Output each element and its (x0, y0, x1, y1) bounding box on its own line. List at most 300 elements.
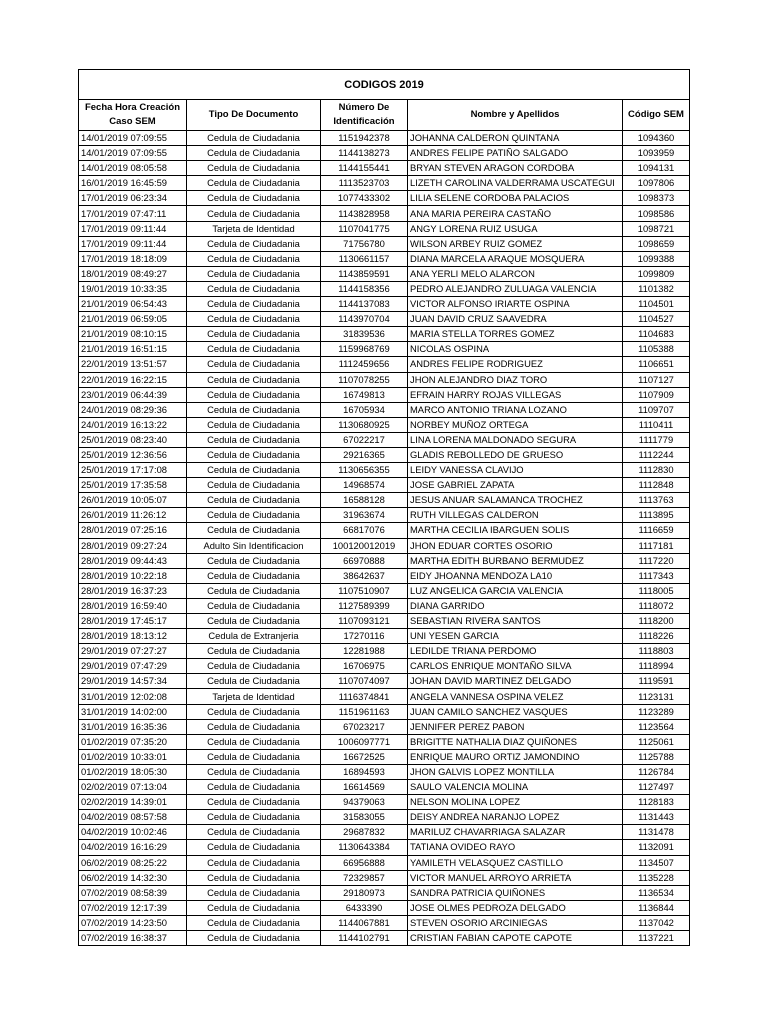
nombre-cell: JUAN CAMILO SANCHEZ VASQUES (408, 704, 623, 719)
nombre-cell: PEDRO ALEJANDRO ZULUAGA VALENCIA (408, 281, 623, 296)
table-row (79, 764, 690, 779)
tipo-documento-cell: Cedula de Ciudadania (187, 493, 321, 508)
nombre-cell: ENRIQUE MAURO ORTIZ JAMONDINO (408, 749, 623, 764)
nombre-cell: STEVEN OSORIO ARCINIEGAS (408, 915, 623, 930)
nombre-cell: BRYAN STEVEN ARAGON CORDOBA (408, 161, 623, 176)
codigo-sem-cell: 1094360 (623, 131, 690, 146)
tipo-documento-cell: Cedula de Ciudadania (187, 704, 321, 719)
tipo-documento-cell: Cedula de Ciudadania (187, 749, 321, 764)
nombre-cell: LIZETH CAROLINA VALDERRAMA USCATEGUI (408, 176, 623, 191)
tipo-documento-cell: Cedula de Ciudadania (187, 312, 321, 327)
tipo-documento-cell: Cedula de Ciudadania (187, 568, 321, 583)
table-row (79, 508, 690, 523)
fecha-cell: 17/01/2019 09:11:44 (79, 236, 187, 251)
table-row (79, 553, 690, 568)
table-row (79, 281, 690, 296)
tipo-documento-cell: Cedula de Ciudadania (187, 478, 321, 493)
codigo-sem-cell: 1112848 (623, 478, 690, 493)
fecha-cell: 29/01/2019 14:57:34 (79, 674, 187, 689)
codigos-table (78, 69, 690, 946)
tipo-documento-cell: Cedula de Ciudadania (187, 508, 321, 523)
tipo-documento-cell: Cedula de Ciudadania (187, 764, 321, 779)
fecha-cell: 14/01/2019 07:09:55 (79, 131, 187, 146)
tipo-documento-cell: Cedula de Ciudadania (187, 810, 321, 825)
tipo-documento-cell: Cedula de Ciudadania (187, 870, 321, 885)
tipo-documento-cell: Cedula de Ciudadania (187, 387, 321, 402)
tipo-documento-cell: Cedula de Ciudadania (187, 281, 321, 296)
tipo-documento-cell: Cedula de Ciudadania (187, 885, 321, 900)
numero-identificacion-cell: 29687832 (321, 825, 408, 840)
tipo-documento-cell: Cedula de Extranjeria (187, 629, 321, 644)
tipo-documento-cell: Cedula de Ciudadania (187, 614, 321, 629)
numero-identificacion-cell: 1107041775 (321, 221, 408, 236)
fecha-cell: 07/02/2019 12:17:39 (79, 900, 187, 915)
tipo-documento-cell: Cedula de Ciudadania (187, 463, 321, 478)
codigo-sem-cell: 1135228 (623, 870, 690, 885)
table-row (79, 810, 690, 825)
numero-identificacion-cell: 31963674 (321, 508, 408, 523)
table-row (79, 870, 690, 885)
codigo-sem-cell: 1126784 (623, 764, 690, 779)
fecha-cell: 28/01/2019 10:22:18 (79, 568, 187, 583)
tipo-documento-cell: Cedula de Ciudadania (187, 598, 321, 613)
tipo-documento-cell: Cedula de Ciudadania (187, 206, 321, 221)
table-row (79, 795, 690, 810)
header-nombre: Nombre y Apellidos (408, 100, 623, 131)
nombre-cell: JENNIFER PEREZ PABON (408, 719, 623, 734)
table-title: CODIGOS 2019 (79, 70, 690, 100)
numero-identificacion-cell: 100120012019 (321, 538, 408, 553)
nombre-cell: ANDRES FELIPE PATIÑO SALGADO (408, 146, 623, 161)
table-row (79, 447, 690, 462)
tipo-documento-cell: Cedula de Ciudadania (187, 236, 321, 251)
title-row (79, 70, 690, 100)
numero-identificacion-cell: 67023217 (321, 719, 408, 734)
numero-identificacion-cell: 16672525 (321, 749, 408, 764)
tipo-documento-cell: Cedula de Ciudadania (187, 930, 321, 945)
nombre-cell: LEDILDE TRIANA PERDOMO (408, 644, 623, 659)
table-row (79, 191, 690, 206)
fecha-cell: 21/01/2019 06:59:05 (79, 312, 187, 327)
table-row (79, 885, 690, 900)
tipo-documento-cell: Cedula de Ciudadania (187, 297, 321, 312)
fecha-cell: 26/01/2019 11:26:12 (79, 508, 187, 523)
numero-identificacion-cell: 1107510907 (321, 583, 408, 598)
nombre-cell: JOSE GABRIEL ZAPATA (408, 478, 623, 493)
numero-identificacion-cell: 1127589399 (321, 598, 408, 613)
nombre-cell: JESUS ANUAR SALAMANCA TROCHEZ (408, 493, 623, 508)
fecha-cell: 28/01/2019 18:13:12 (79, 629, 187, 644)
table-row (79, 915, 690, 930)
numero-identificacion-cell: 16749813 (321, 387, 408, 402)
numero-identificacion-cell: 71756780 (321, 236, 408, 251)
nombre-cell: MARCO ANTONIO TRIANA LOZANO (408, 402, 623, 417)
nombre-cell: BRIGITTE NATHALIA DIAZ QUIÑONES (408, 734, 623, 749)
numero-identificacion-cell: 1151942378 (321, 131, 408, 146)
numero-identificacion-cell: 1113523703 (321, 176, 408, 191)
table-row (79, 825, 690, 840)
table-row (79, 236, 690, 251)
nombre-cell: NORBEY MUÑOZ ORTEGA (408, 417, 623, 432)
nombre-cell: LUZ ANGELICA GARCIA VALENCIA (408, 583, 623, 598)
table-row (79, 432, 690, 447)
tipo-documento-cell: Cedula de Ciudadania (187, 342, 321, 357)
fecha-cell: 28/01/2019 17:45:17 (79, 614, 187, 629)
nombre-cell: ANGY LORENA RUIZ USUGA (408, 221, 623, 236)
numero-identificacion-cell: 1130643384 (321, 840, 408, 855)
table-row (79, 357, 690, 372)
tipo-documento-cell: Cedula de Ciudadania (187, 131, 321, 146)
header-codigo-sem: Código SEM (623, 100, 690, 131)
fecha-cell: 01/02/2019 07:35:20 (79, 734, 187, 749)
table-row (79, 719, 690, 734)
fecha-cell: 25/01/2019 17:35:58 (79, 478, 187, 493)
nombre-cell: DIANA MARCELA ARAQUE MOSQUERA (408, 251, 623, 266)
fecha-cell: 06/02/2019 14:32:30 (79, 870, 187, 885)
numero-identificacion-cell: 1143828958 (321, 206, 408, 221)
nombre-cell: JHON ALEJANDRO DIAZ TORO (408, 372, 623, 387)
fecha-cell: 28/01/2019 09:27:24 (79, 538, 187, 553)
numero-identificacion-cell: 14968574 (321, 478, 408, 493)
fecha-cell: 22/01/2019 16:22:15 (79, 372, 187, 387)
tipo-documento-cell: Cedula de Ciudadania (187, 523, 321, 538)
numero-identificacion-cell: 1107093121 (321, 614, 408, 629)
table-row (79, 463, 690, 478)
fecha-cell: 24/01/2019 08:29:36 (79, 402, 187, 417)
fecha-cell: 17/01/2019 07:47:11 (79, 206, 187, 221)
table-row (79, 568, 690, 583)
numero-identificacion-cell: 1006097771 (321, 734, 408, 749)
table-row (79, 478, 690, 493)
numero-identificacion-cell: 94379063 (321, 795, 408, 810)
numero-identificacion-cell: 31839536 (321, 327, 408, 342)
table-row (79, 930, 690, 945)
numero-identificacion-cell: 1112459656 (321, 357, 408, 372)
tipo-documento-cell: Cedula de Ciudadania (187, 780, 321, 795)
codigo-sem-cell: 1136534 (623, 885, 690, 900)
numero-identificacion-cell: 1144137083 (321, 297, 408, 312)
codigo-sem-cell: 1127497 (623, 780, 690, 795)
tipo-documento-cell: Cedula de Ciudadania (187, 447, 321, 462)
fecha-cell: 22/01/2019 13:51:57 (79, 357, 187, 372)
fecha-cell: 26/01/2019 10:05:07 (79, 493, 187, 508)
numero-identificacion-cell: 1130656355 (321, 463, 408, 478)
numero-identificacion-cell: 1144102791 (321, 930, 408, 945)
table-row (79, 674, 690, 689)
codigo-sem-cell: 1137221 (623, 930, 690, 945)
numero-identificacion-cell: 1107074097 (321, 674, 408, 689)
tipo-documento-cell: Cedula de Ciudadania (187, 191, 321, 206)
nombre-cell: ANDRES FELIPE RODRIGUEZ (408, 357, 623, 372)
table-row (79, 372, 690, 387)
numero-identificacion-cell: 1151961163 (321, 704, 408, 719)
tipo-documento-cell: Cedula de Ciudadania (187, 900, 321, 915)
nombre-cell: CARLOS ENRIQUE MONTAÑO SILVA (408, 659, 623, 674)
codigo-sem-cell: 1118200 (623, 614, 690, 629)
fecha-cell: 28/01/2019 09:44:43 (79, 553, 187, 568)
table-row (79, 312, 690, 327)
codigo-sem-cell: 1112830 (623, 463, 690, 478)
table-row (79, 583, 690, 598)
numero-identificacion-cell: 1143970704 (321, 312, 408, 327)
fecha-cell: 02/02/2019 14:39:01 (79, 795, 187, 810)
codigo-sem-cell: 1105388 (623, 342, 690, 357)
table-row (79, 206, 690, 221)
numero-identificacion-cell: 1130680925 (321, 417, 408, 432)
table-row (79, 251, 690, 266)
table-row (79, 614, 690, 629)
codigo-sem-cell: 1099388 (623, 251, 690, 266)
table-row (79, 342, 690, 357)
fecha-cell: 29/01/2019 07:27:27 (79, 644, 187, 659)
header-numero-identificacion: Número De Identificación (321, 100, 408, 131)
nombre-cell: LINA LORENA MALDONADO SEGURA (408, 432, 623, 447)
header-fecha: Fecha Hora Creación Caso SEM (79, 100, 187, 131)
table-row (79, 644, 690, 659)
tipo-documento-cell: Adulto Sin Identificacion (187, 538, 321, 553)
codigo-sem-cell: 1110411 (623, 417, 690, 432)
table-body (79, 131, 690, 946)
nombre-cell: TATIANA OVIDEO RAYO (408, 840, 623, 855)
codigo-sem-cell: 1117343 (623, 568, 690, 583)
table-row (79, 402, 690, 417)
tipo-documento-cell: Cedula de Ciudadania (187, 176, 321, 191)
codigo-sem-cell: 1131478 (623, 825, 690, 840)
table-row (79, 523, 690, 538)
fecha-cell: 24/01/2019 16:13:22 (79, 417, 187, 432)
nombre-cell: SANDRA PATRICIA QUIÑONES (408, 885, 623, 900)
fecha-cell: 01/02/2019 18:05:30 (79, 764, 187, 779)
table-row (79, 161, 690, 176)
header-row (79, 100, 690, 131)
codigo-sem-cell: 1134507 (623, 855, 690, 870)
fecha-cell: 16/01/2019 16:45:59 (79, 176, 187, 191)
fecha-cell: 29/01/2019 07:47:29 (79, 659, 187, 674)
numero-identificacion-cell: 1077433302 (321, 191, 408, 206)
table-row (79, 704, 690, 719)
codigo-sem-cell: 1118803 (623, 644, 690, 659)
fecha-cell: 14/01/2019 08:05:58 (79, 161, 187, 176)
fecha-cell: 21/01/2019 16:51:15 (79, 342, 187, 357)
table-row (79, 734, 690, 749)
table-row (79, 387, 690, 402)
fecha-cell: 31/01/2019 16:35:36 (79, 719, 187, 734)
table-row (79, 749, 690, 764)
tipo-documento-cell: Cedula de Ciudadania (187, 251, 321, 266)
codigo-sem-cell: 1118226 (623, 629, 690, 644)
codigo-sem-cell: 1097806 (623, 176, 690, 191)
fecha-cell: 21/01/2019 08:10:15 (79, 327, 187, 342)
nombre-cell: MARTHA EDITH BURBANO BERMUDEZ (408, 553, 623, 568)
tipo-documento-cell: Cedula de Ciudadania (187, 266, 321, 281)
codigo-sem-cell: 1104527 (623, 312, 690, 327)
nombre-cell: ANA YERLI MELO ALARCON (408, 266, 623, 281)
numero-identificacion-cell: 6433390 (321, 900, 408, 915)
codigo-sem-cell: 1098721 (623, 221, 690, 236)
header-tipo-documento: Tipo De Documento (187, 100, 321, 131)
nombre-cell: WILSON ARBEY RUIZ GOMEZ (408, 236, 623, 251)
codigo-sem-cell: 1123289 (623, 704, 690, 719)
nombre-cell: LILIA SELENE CORDOBA PALACIOS (408, 191, 623, 206)
nombre-cell: ANA MARIA PEREIRA CASTAÑO (408, 206, 623, 221)
table-row (79, 629, 690, 644)
codigo-sem-cell: 1118072 (623, 598, 690, 613)
codigo-sem-cell: 1094131 (623, 161, 690, 176)
nombre-cell: LEIDY VANESSA CLAVIJO (408, 463, 623, 478)
table-row (79, 689, 690, 704)
nombre-cell: JOHAN DAVID MARTINEZ DELGADO (408, 674, 623, 689)
codigo-sem-cell: 1104683 (623, 327, 690, 342)
fecha-cell: 28/01/2019 16:37:23 (79, 583, 187, 598)
codigo-sem-cell: 1113763 (623, 493, 690, 508)
tipo-documento-cell: Cedula de Ciudadania (187, 719, 321, 734)
tipo-documento-cell: Cedula de Ciudadania (187, 553, 321, 568)
numero-identificacion-cell: 1144158356 (321, 281, 408, 296)
tipo-documento-cell: Cedula de Ciudadania (187, 825, 321, 840)
codigo-sem-cell: 1107909 (623, 387, 690, 402)
tipo-documento-cell: Cedula de Ciudadania (187, 146, 321, 161)
table-row (79, 659, 690, 674)
nombre-cell: MARIA STELLA TORRES GOMEZ (408, 327, 623, 342)
numero-identificacion-cell: 1159968769 (321, 342, 408, 357)
numero-identificacion-cell: 16614569 (321, 780, 408, 795)
codigo-sem-cell: 1098373 (623, 191, 690, 206)
numero-identificacion-cell: 1144155441 (321, 161, 408, 176)
numero-identificacion-cell: 1130661157 (321, 251, 408, 266)
numero-identificacion-cell: 1143859591 (321, 266, 408, 281)
fecha-cell: 19/01/2019 10:33:35 (79, 281, 187, 296)
fecha-cell: 28/01/2019 16:59:40 (79, 598, 187, 613)
tipo-documento-cell: Cedula de Ciudadania (187, 357, 321, 372)
table-row (79, 780, 690, 795)
nombre-cell: CRISTIAN FABIAN CAPOTE CAPOTE (408, 930, 623, 945)
nombre-cell: GLADIS REBOLLEDO DE GRUESO (408, 447, 623, 462)
numero-identificacion-cell: 16706975 (321, 659, 408, 674)
tipo-documento-cell: Cedula de Ciudadania (187, 417, 321, 432)
codigo-sem-cell: 1125788 (623, 749, 690, 764)
table-row (79, 266, 690, 281)
tipo-documento-cell: Cedula de Ciudadania (187, 161, 321, 176)
tipo-documento-cell: Cedula de Ciudadania (187, 583, 321, 598)
codigo-sem-cell: 1093959 (623, 146, 690, 161)
codigo-sem-cell: 1117181 (623, 538, 690, 553)
numero-identificacion-cell: 12281988 (321, 644, 408, 659)
codigo-sem-cell: 1118005 (623, 583, 690, 598)
tipo-documento-cell: Cedula de Ciudadania (187, 372, 321, 387)
tipo-documento-cell: Cedula de Ciudadania (187, 915, 321, 930)
nombre-cell: DIANA GARRIDO (408, 598, 623, 613)
fecha-cell: 07/02/2019 16:38:37 (79, 930, 187, 945)
fecha-cell: 25/01/2019 12:36:56 (79, 447, 187, 462)
nombre-cell: JUAN DAVID CRUZ SAAVEDRA (408, 312, 623, 327)
codigo-sem-cell: 1104501 (623, 297, 690, 312)
fecha-cell: 28/01/2019 07:25:16 (79, 523, 187, 538)
fecha-cell: 23/01/2019 06:44:39 (79, 387, 187, 402)
codigo-sem-cell: 1116659 (623, 523, 690, 538)
nombre-cell: EFRAIN HARRY ROJAS VILLEGAS (408, 387, 623, 402)
numero-identificacion-cell: 16894593 (321, 764, 408, 779)
numero-identificacion-cell: 16588128 (321, 493, 408, 508)
numero-identificacion-cell: 31583055 (321, 810, 408, 825)
nombre-cell: MARTHA CECILIA IBARGUEN SOLIS (408, 523, 623, 538)
nombre-cell: EIDY JHOANNA MENDOZA LA10 (408, 568, 623, 583)
tipo-documento-cell: Cedula de Ciudadania (187, 327, 321, 342)
tipo-documento-cell: Cedula de Ciudadania (187, 432, 321, 447)
nombre-cell: ANGELA VANNESA OSPINA VELEZ (408, 689, 623, 704)
codigo-sem-cell: 1117220 (623, 553, 690, 568)
codigo-sem-cell: 1111779 (623, 432, 690, 447)
codigo-sem-cell: 1112244 (623, 447, 690, 462)
codigo-sem-cell: 1137042 (623, 915, 690, 930)
table-row (79, 146, 690, 161)
numero-identificacion-cell: 1144067881 (321, 915, 408, 930)
fecha-cell: 31/01/2019 14:02:00 (79, 704, 187, 719)
table-row (79, 855, 690, 870)
codigo-sem-cell: 1101382 (623, 281, 690, 296)
fecha-cell: 02/02/2019 07:13:04 (79, 780, 187, 795)
tipo-documento-cell: Cedula de Ciudadania (187, 734, 321, 749)
nombre-cell: JOSE OLMES PEDROZA DELGADO (408, 900, 623, 915)
codigo-sem-cell: 1123131 (623, 689, 690, 704)
table-row (79, 176, 690, 191)
fecha-cell: 07/02/2019 14:23:50 (79, 915, 187, 930)
fecha-cell: 17/01/2019 09:11:44 (79, 221, 187, 236)
table-row (79, 327, 690, 342)
tipo-documento-cell: Tarjeta de Identidad (187, 689, 321, 704)
fecha-cell: 25/01/2019 17:17:08 (79, 463, 187, 478)
tipo-documento-cell: Tarjeta de Identidad (187, 221, 321, 236)
nombre-cell: JOHANNA CALDERON QUINTANA (408, 131, 623, 146)
nombre-cell: VICTOR MANUEL ARROYO ARRIETA (408, 870, 623, 885)
tipo-documento-cell: Cedula de Ciudadania (187, 795, 321, 810)
numero-identificacion-cell: 38642637 (321, 568, 408, 583)
fecha-cell: 31/01/2019 12:02:08 (79, 689, 187, 704)
nombre-cell: RUTH VILLEGAS CALDERON (408, 508, 623, 523)
nombre-cell: DEISY ANDREA NARANJO LOPEZ (408, 810, 623, 825)
nombre-cell: VICTOR ALFONSO IRIARTE OSPINA (408, 297, 623, 312)
fecha-cell: 04/02/2019 10:02:46 (79, 825, 187, 840)
numero-identificacion-cell: 1116374841 (321, 689, 408, 704)
tipo-documento-cell: Cedula de Ciudadania (187, 855, 321, 870)
fecha-cell: 06/02/2019 08:25:22 (79, 855, 187, 870)
table-row (79, 131, 690, 146)
numero-identificacion-cell: 16705934 (321, 402, 408, 417)
table-row (79, 900, 690, 915)
codigo-sem-cell: 1125061 (623, 734, 690, 749)
nombre-cell: UNI YESEN GARCIA (408, 629, 623, 644)
fecha-cell: 04/02/2019 08:57:58 (79, 810, 187, 825)
table-row (79, 493, 690, 508)
nombre-cell: SAULO VALENCIA MOLINA (408, 780, 623, 795)
numero-identificacion-cell: 66970888 (321, 553, 408, 568)
nombre-cell: YAMILETH VELASQUEZ CASTILLO (408, 855, 623, 870)
tipo-documento-cell: Cedula de Ciudadania (187, 659, 321, 674)
nombre-cell: JHON GALVIS LOPEZ MONTILLA (408, 764, 623, 779)
codigo-sem-cell: 1109707 (623, 402, 690, 417)
codigo-sem-cell: 1132091 (623, 840, 690, 855)
codigo-sem-cell: 1123564 (623, 719, 690, 734)
fecha-cell: 21/01/2019 06:54:43 (79, 297, 187, 312)
table-row (79, 417, 690, 432)
numero-identificacion-cell: 66956888 (321, 855, 408, 870)
numero-identificacion-cell: 29216365 (321, 447, 408, 462)
fecha-cell: 18/01/2019 08:49:27 (79, 266, 187, 281)
numero-identificacion-cell: 1144138273 (321, 146, 408, 161)
nombre-cell: SEBASTIAN RIVERA SANTOS (408, 614, 623, 629)
codigo-sem-cell: 1106651 (623, 357, 690, 372)
codigo-sem-cell: 1098586 (623, 206, 690, 221)
numero-identificacion-cell: 66817076 (321, 523, 408, 538)
